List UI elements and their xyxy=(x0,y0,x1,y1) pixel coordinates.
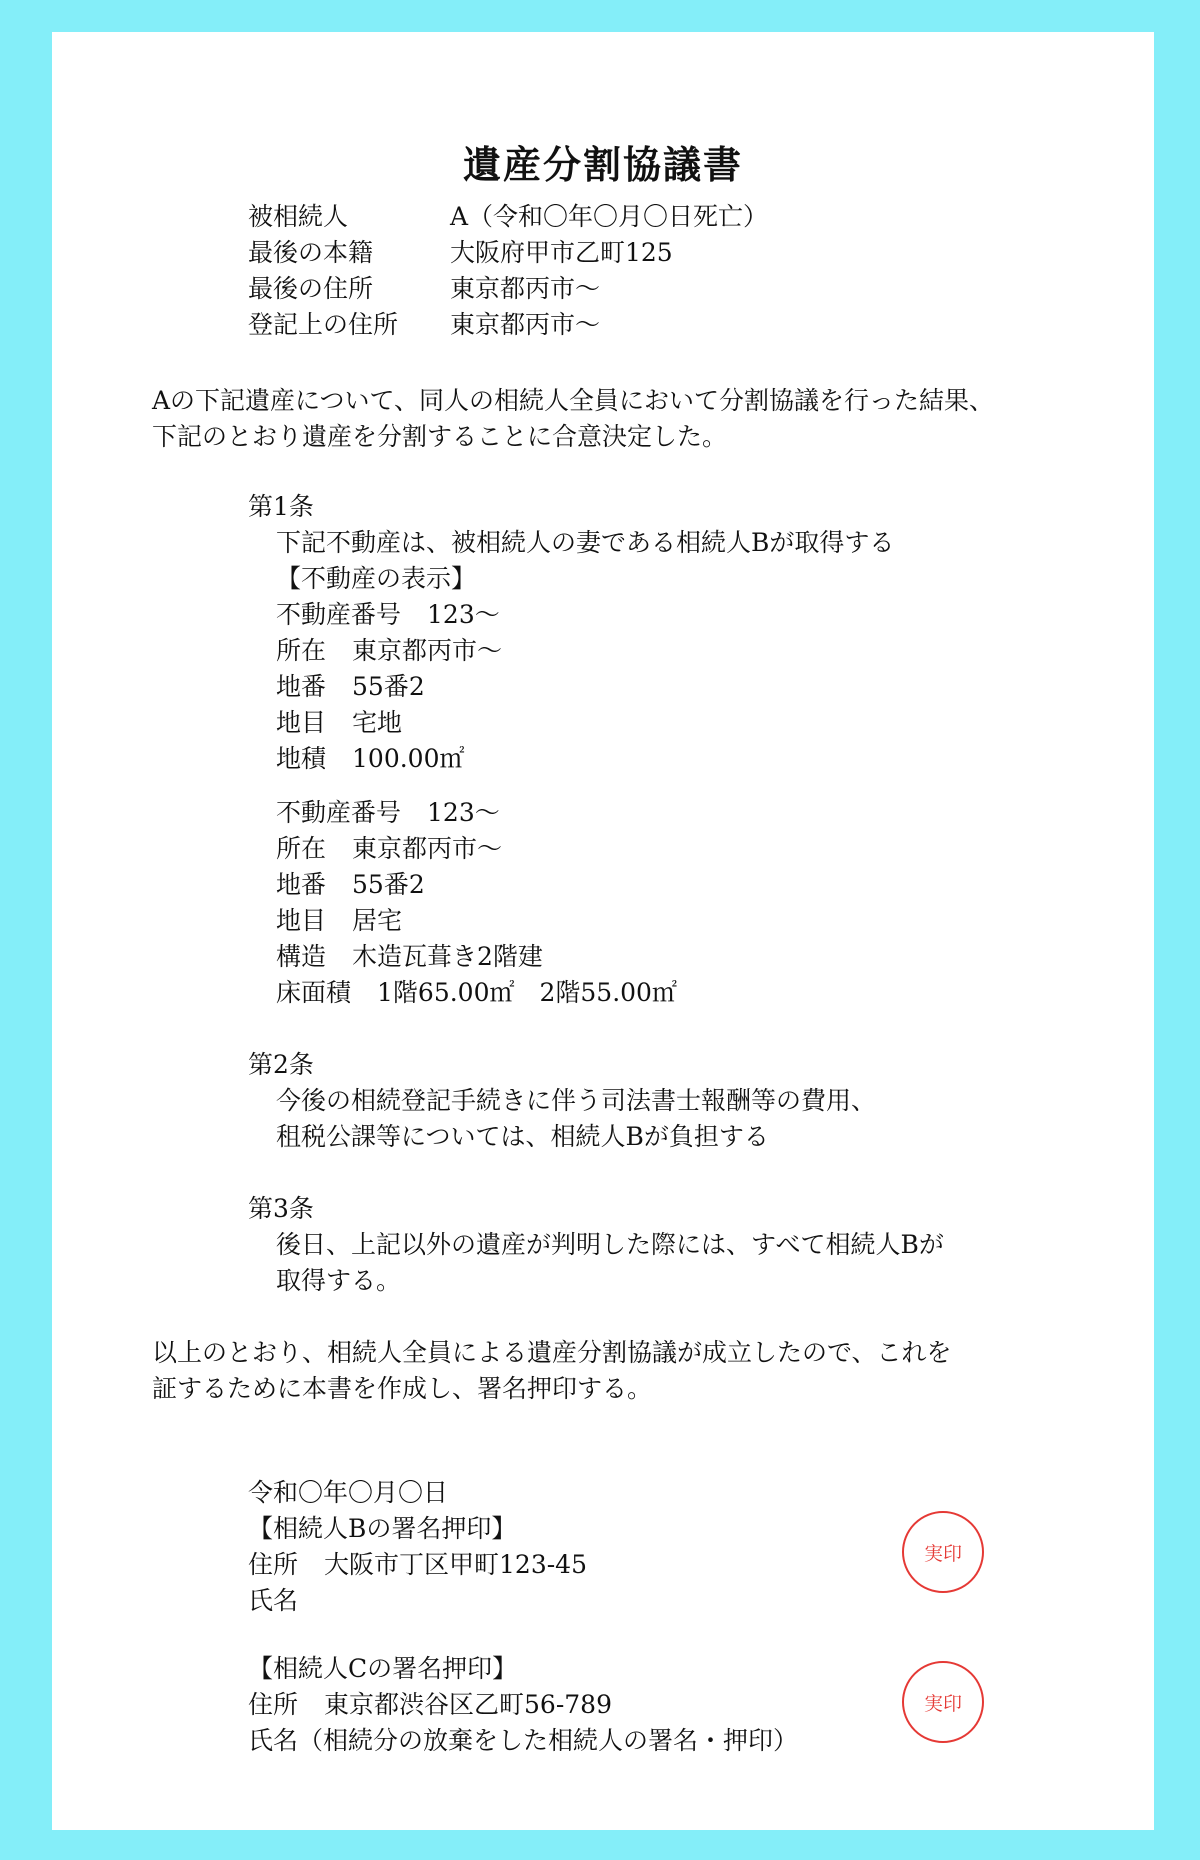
header-value: 大阪府甲市乙町125 xyxy=(450,238,673,267)
document-title: 遺産分割協議書 xyxy=(462,142,743,187)
article2-line: 租税公課等については、相続人Bが負担する xyxy=(276,1122,769,1151)
land-label: 所在 xyxy=(276,636,327,665)
building-row xyxy=(276,868,425,902)
land-row xyxy=(276,706,402,740)
closing-line: 以上のとおり、相続人全員による遺産分割協議が成立したので、これを xyxy=(152,1338,952,1367)
building-value: 東京都丙市～ xyxy=(352,834,503,863)
building-label: 地目 xyxy=(276,906,327,935)
heir-b-name-label: 氏名 xyxy=(248,1586,299,1615)
intro-line: Aの下記遺産について、同人の相続人全員において分割協議を行った結果、 xyxy=(152,386,995,415)
building-label: 地番 xyxy=(276,870,327,899)
building-value: 木造瓦葺き2階建 xyxy=(352,942,543,971)
header-value: 東京都丙市～ xyxy=(450,274,601,303)
heir-b-seal: 実印 xyxy=(902,1511,984,1593)
article3-heading: 第3条 xyxy=(248,1194,314,1223)
building-row xyxy=(276,904,402,938)
intro-line: 下記のとおり遺産を分割することに合意決定した。 xyxy=(152,422,728,451)
land-label: 地積 xyxy=(276,744,327,773)
header-label: 最後の住所 xyxy=(248,274,374,303)
heir-c-name-label: 氏名（相続分の放棄をした相続人の署名・押印） xyxy=(248,1726,799,1755)
article3-line: 取得する。 xyxy=(276,1266,402,1295)
header-label: 登記上の住所 xyxy=(248,310,399,339)
land-row xyxy=(276,742,465,776)
land-value: 123～ xyxy=(427,600,500,629)
heir-c-address-label: 住所 xyxy=(248,1690,299,1719)
building-label: 所在 xyxy=(276,834,327,863)
heir-b-address: 大阪市丁区甲町123-45 xyxy=(324,1550,587,1579)
land-value: 55番2 xyxy=(352,672,425,701)
land-label: 不動産番号 xyxy=(276,600,402,629)
heir-b-heading: 【相続人Bの署名押印】 xyxy=(248,1514,517,1543)
heir-b-address-row xyxy=(248,1548,587,1582)
land-label: 地番 xyxy=(276,672,327,701)
signing-date: 令和〇年〇月〇日 xyxy=(248,1478,449,1507)
building-label: 不動産番号 xyxy=(276,798,402,827)
heir-c-address: 東京都渋谷区乙町56-789 xyxy=(324,1690,612,1719)
land-value: 100.00㎡ xyxy=(352,744,465,773)
building-label: 構造 xyxy=(276,942,327,971)
building-value: 55番2 xyxy=(352,870,425,899)
land-row xyxy=(276,670,425,704)
building-row xyxy=(276,976,677,1010)
heir-c-address-row xyxy=(248,1688,612,1722)
closing-line: 証するために本書を作成し、署名押印する。 xyxy=(152,1374,653,1403)
land-value: 宅地 xyxy=(352,708,403,737)
building-value: 居宅 xyxy=(352,906,403,935)
heir-b-address-label: 住所 xyxy=(248,1550,299,1579)
header-value: 東京都丙市～ xyxy=(450,310,601,339)
building-row xyxy=(276,796,500,830)
header-label: 最後の本籍 xyxy=(248,238,374,267)
header-row xyxy=(248,272,600,306)
header-row xyxy=(248,200,768,234)
building-label: 床面積 xyxy=(276,978,352,1007)
article3-line: 後日、上記以外の遺産が判明した際には、すべて相続人Bが xyxy=(276,1230,944,1259)
land-row xyxy=(276,634,502,668)
land-row xyxy=(276,598,500,632)
building-value: 123～ xyxy=(427,798,500,827)
heir-c-seal: 実印 xyxy=(902,1661,984,1743)
land-value: 東京都丙市～ xyxy=(352,636,503,665)
land-label: 地目 xyxy=(276,708,327,737)
header-row xyxy=(248,236,673,270)
property-heading: 【不動産の表示】 xyxy=(276,564,477,593)
building-value: 1階65.00㎡ 2階55.00㎡ xyxy=(377,978,677,1007)
header-row xyxy=(248,308,600,342)
heir-c-heading: 【相続人Cの署名押印】 xyxy=(248,1654,518,1683)
header-label: 被相続人 xyxy=(248,202,349,231)
building-row xyxy=(276,940,543,974)
article1-text: 下記不動産は、被相続人の妻である相続人Bが取得する xyxy=(276,528,895,557)
article1-heading: 第1条 xyxy=(248,492,314,521)
building-row xyxy=(276,832,502,866)
header-value: A（令和〇年〇月〇日死亡） xyxy=(450,202,769,231)
article2-heading: 第2条 xyxy=(248,1050,314,1079)
article2-line: 今後の相続登記手続きに伴う司法書士報酬等の費用、 xyxy=(276,1086,877,1115)
document-page xyxy=(52,32,1154,1830)
